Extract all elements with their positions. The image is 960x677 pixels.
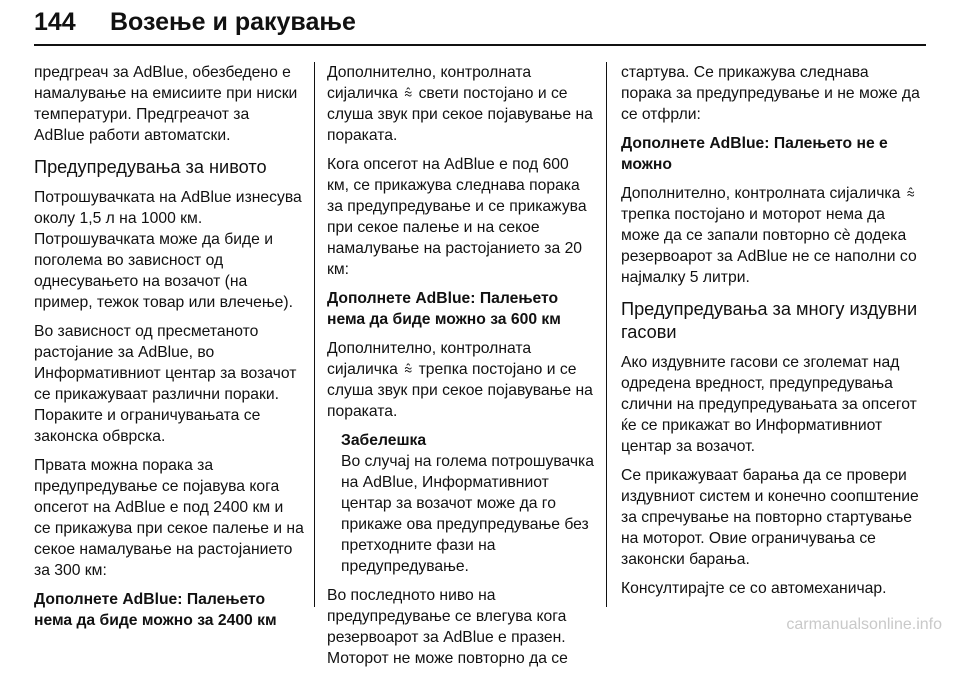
paragraph <box>327 62 595 146</box>
paragraph: Потрошувачката на AdBlue изнесува околу 1,5 л на 1000 км. Потрошувачката може да биде и поголема во зависност од однесувањето на возачот (на пример, тежок товар или влечење). <box>34 189 302 311</box>
paragraph <box>327 338 595 422</box>
paragraph: предгреач за AdBlue, обезбедено е намалување на емисиите при ниски температури. Предгреачот за AdBlue работи автоматски. <box>34 64 298 144</box>
note-title: Забелешка <box>341 432 427 449</box>
column-2 <box>327 62 595 677</box>
paragraph: Во зависност од пресметаното растојание за AdBlue, во Информативниот центар за возачот се прикажуваат различни пораки. Пораките и ограничувањата се законска обврска. <box>34 323 297 445</box>
page-number: 144 <box>34 8 76 36</box>
paragraph: стартува. Се прикажува следнава порака за предупредување и не може да се отфрли: <box>621 64 920 123</box>
paragraph: Се прикажуваат барања да се провери издувниот систем и конечно соопштение за спречување на повторно стартување на моторот. Овие ограничувања се законски барања. <box>621 467 919 568</box>
warning-message-600: Дополнете AdBlue: Палењето нема да биде можно за 600 км <box>327 290 561 328</box>
column-divider <box>314 62 315 607</box>
text: Дополнително, контролната сијаличка <box>621 185 901 202</box>
section-heading-exhaust-warnings: Предупредувања за многу издувни гасови <box>621 299 918 342</box>
text: трепка постојано и се слуша звук при секое појавување на пораката. <box>327 361 593 420</box>
paragraph: Кога опсегот на AdBlue е под 600 км, се прикажува следнава порака за предупредување и се прикажува при секое палење и на секое намалување на растојанието за 20 км: <box>327 156 587 278</box>
header-rule <box>34 44 926 46</box>
page-title: Возење и ракување <box>110 8 356 36</box>
adblue-warning-lamp-icon: ⩯ <box>906 185 915 201</box>
watermark: carmanualsonline.info <box>786 616 942 633</box>
paragraph: Консултирајте се со автомеханичар. <box>621 580 887 597</box>
warning-message-2400: Дополнете AdBlue: Палењето нема да биде можно за 2400 км <box>34 591 277 629</box>
paragraph <box>621 183 921 288</box>
text: трепка постојано и моторот нема да може да се запали повторно сè додека резервоарот за AdBlue не се наполни со најмалку 5 литри. <box>621 206 917 286</box>
page-header <box>34 0 926 42</box>
text: Дополнително, контролната сијаличка <box>327 64 532 102</box>
text: свети постојано и се слуша звук при секое појавување на пораката. <box>327 85 593 144</box>
adblue-warning-lamp-icon: ⩯ <box>404 85 413 101</box>
note-text: Во случај на голема потрошувачка на AdBlue, Информативниот центар за возачот може да го прикаже ова предупредување без претходните фази на предупредување. <box>341 453 594 575</box>
text: Дополнително, контролната сијаличка <box>327 340 532 378</box>
warning-message-no-start: Дополнете AdBlue: Палењето не е можно <box>621 135 888 173</box>
section-heading-level-warnings: Предупредувања за нивото <box>34 157 267 177</box>
adblue-warning-lamp-icon: ⩯ <box>404 361 413 377</box>
paragraph: Ако издувните гасови се зголемат над одредена вредност, предупредувања слични на предупредувањата за опсегот ќе се прикажат во Информативниот центар за возачот. <box>621 354 917 455</box>
column-3 <box>621 62 921 607</box>
paragraph: Во последното ниво на предупредување се влегува кога резервоарот за AdBlue е празен. Моторот не може повторно да се <box>327 587 568 667</box>
note-box <box>341 430 595 577</box>
column-divider <box>606 62 607 607</box>
paragraph: Првата можна порака за предупредување се појавува кога опсегот на AdBlue е под 2400 км и се прикажува при секое палење и на секое намалување на растојанието за 300 км: <box>34 457 304 579</box>
column-1 <box>34 62 304 639</box>
